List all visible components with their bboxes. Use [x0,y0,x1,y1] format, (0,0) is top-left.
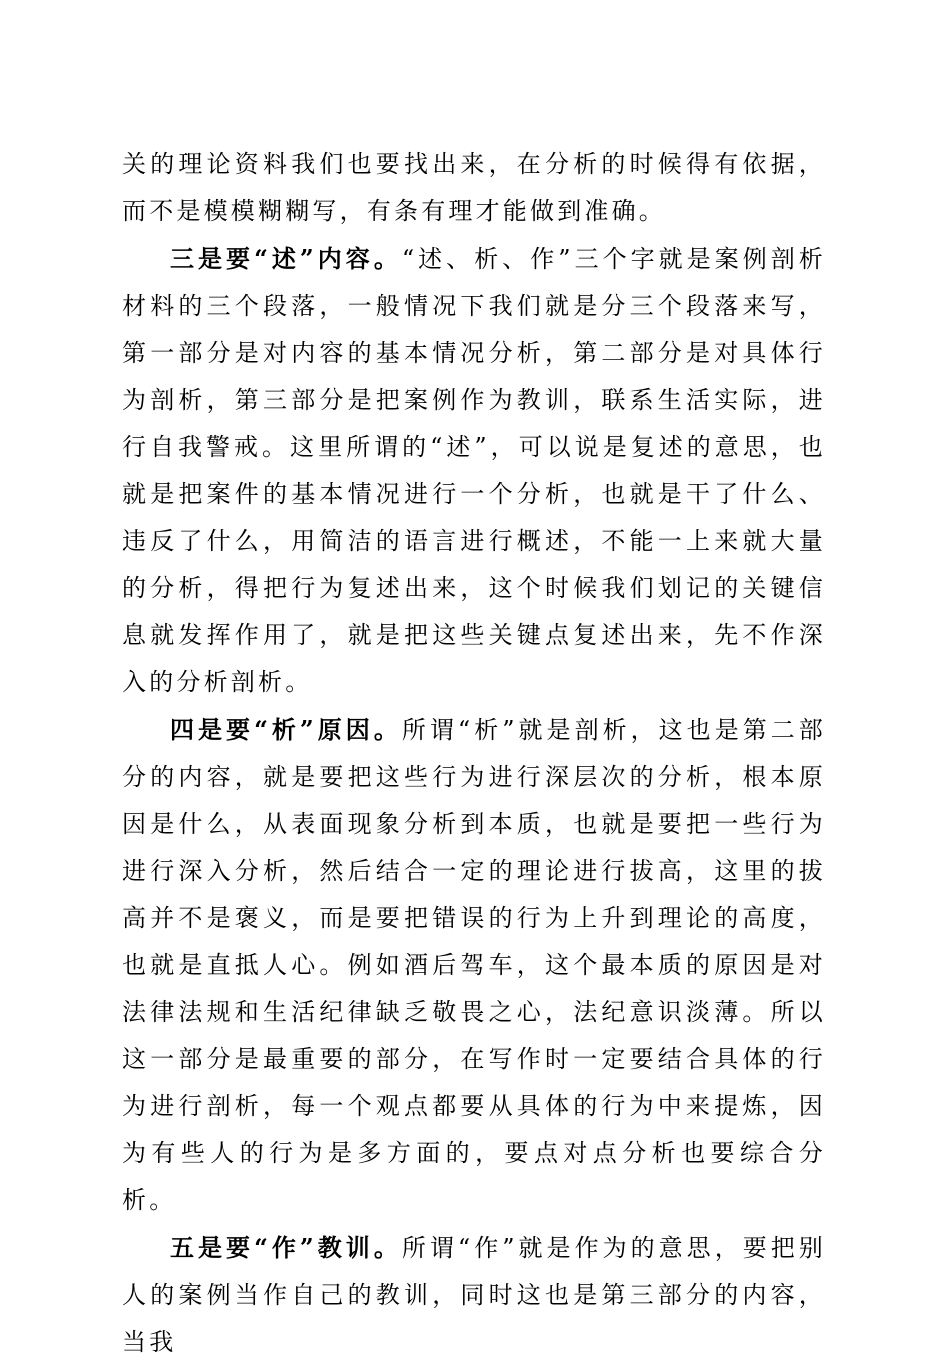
paragraph-point-four [122,706,826,1224]
paragraph-point-three [122,235,826,706]
paragraph-text: 关的理论资料我们也要找出来，在分析的时候得有依据，而不是模模糊糊写，有条有理才能做到准确。 [122,150,826,225]
paragraph-heading: 三是要“述”内容。 [170,244,402,273]
paragraph-heading: 五是要“作”教训。 [170,1233,402,1262]
paragraph-text: 所谓“析”就是剖析，这也是第二部分的内容，就是要把这些行为进行深层次的分析，根本原因是什么，从表面现象分析到本质，也就是要把一些行为进行深入分析，然后结合一定的理论进行拔高，这里的拔高并不是褒义，而是要把错误的行为上升到理论的高度，也就是直抵人心。例如酒后驾车，这个最本质的原因是对法律法规和生活纪律缺乏敬畏之心，法纪意识淡薄。所以这一部分是最重要的部分，在写作时一定要结合具体的行为进行剖析，每一个观点都要从具体的行为中来提炼，因为有些人的行为是多方面的，要点对点分析也要综合分析。 [122,716,826,1214]
paragraph-text: 所谓“作”就是作为的意思，要把别人的案例当作自己的教训，同时这也是第三部分的内容，当我 [122,1234,826,1356]
paragraph-text: “述、析、作”三个字就是案例剖析材料的三个段落，一般情况下我们就是分三个段落来写，第一部分是对内容的基本情况分析，第二部分是对具体行为剖析，第三部分是把案例作为教训，联系生活实际，进行自我警戒。这里所谓的“述”，可以说是复述的意思，也就是把案件的基本情况进行一个分析，也就是干了什么、违反了什么，用简洁的语言进行概述，不能一上来就大量的分析，得把行为复述出来，这个时候我们划记的关键信息就发挥作用了，就是把这些关键点复述出来，先不作深入的分析剖析。 [122,245,826,696]
paragraph-heading: 四是要“析”原因。 [170,715,402,744]
document-body [122,141,826,1366]
paragraph-continuation [122,141,826,235]
paragraph-point-five [122,1224,826,1366]
